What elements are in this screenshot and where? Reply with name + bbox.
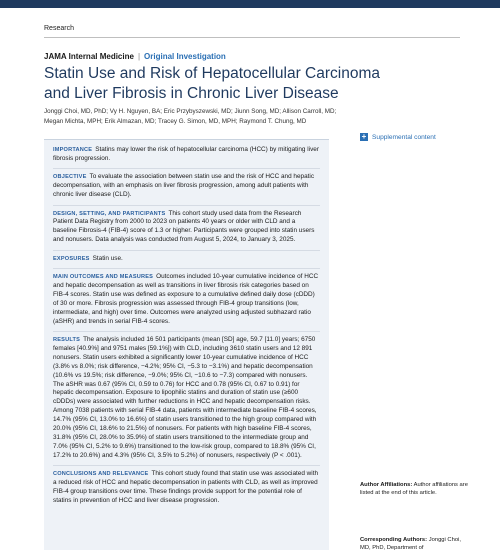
abstract-heading: OBJECTIVE [53,174,87,181]
abstract-results [53,336,320,466]
divider [44,37,460,38]
section-label: Research [44,25,74,32]
supplemental-content-link[interactable] [360,133,436,141]
abstract-text: Statins may lower the risk of hepatocellular carcinoma (HCC) by mitigating liver fibrosis progression. [53,146,319,162]
article-title: Statin Use and Risk of Hepatocellular Carcinoma and Liver Fibrosis in Chronic Liver Disease [44,65,380,102]
abstract-design [53,210,320,251]
abstract-text: This cohort study used data from the Research Patient Data Registry from 2000 to 2023 on patients 40 years or older with CLD and a baseline Fibrosis-4 (FIB-4) score of 1.3 or higher. Participants were grouped into statin users and nonusers. Data analysis was conducted from August 5, 2024, to January 3, 2025. [53,209,315,244]
abstract-exposures [53,255,320,269]
abstract-text: Statin use. [92,254,123,262]
author-affiliations [360,481,470,497]
abstract-heading: RESULTS [53,337,81,343]
plus-icon: + [361,132,367,141]
corresponding-label: Corresponding Authors: [360,537,428,543]
abstract-heading: EXPOSURES [53,255,90,262]
abstract-heading: CONCLUSIONS AND RELEVANCE [53,471,149,478]
abstract-heading: DESIGN, SETTING, AND PARTICIPANTS [53,210,166,217]
abstract-box [44,139,329,550]
abstract-text: The analysis included 16 501 participants (mean [SD] age, 59.7 [11.0] years; 6750 females [40.9%] and 9751 males [59.1%]) with CLD, including 3610 statin users and 12 891 nonusers. Statin users exhibited a significantly lower 10-year cumulative incidence of HCC (3.8% vs 8.0%; risk difference, −4.2%; 95% CI, −5.3 to −3.1%) and hepatic decompensation (10.6% vs 19.5%; risk difference, −9.0%; 95% CI, −10.6 to −7.3) compared with nonusers. The aSHR was 0.67 (95% CI, 0.59 to 0.76) for HCC and 0.78 (95% CI, 0.67 to 0.91) for hepatic decompensation. Exposure to lipophilic statins and duration of statin use (≥600 cDDDs) were associated with further reductions in HCC and hepatic decompensation risks. Among 7038 patients with serial FIB-4 data, patients with intermediate baseline FIB-4 scores, 14.7% (95% CI, 13.0% to 16.6%) of statin users transitioned to the high group compared with 20.0% (95% CI, 18.6% to 21.5%) of nonusers. For patients with high baseline FIB-4 scores, 31.8% (95% CI, 28.0% to 35.9%) of statin users transitioned to the intermediate group and 7.0% (95% CI, 5.2% to 9.6%) transitioned to the low-risk group, compared to 18.8% (95% CI, 17.2% to 20.6%) and 4.3% (95% CI, 3.5% to 5.2%) of nonusers, respectively (P < .001). [53,336,317,459]
journal-name: JAMA Internal Medicine [44,52,134,61]
abstract-text: This cohort study found that statin use was associated with a reduced risk of HCC and hepatic decompensation in patients with CLD, as well as improved FIB-4 group transitions over time. These findings provide support for the potential role of statins in prevention of HCC and liver disease progression. [53,470,319,504]
top-banner [0,0,500,8]
abstract-heading: MAIN OUTCOMES AND MEASURES [53,274,154,281]
author-list: Jonggi Choi, MD, PhD; Vy H. Nguyen, BA; Eric Przybyszewski, MD; Jiunn Song, MD; Allison Carroll, MD; Megan Michta, MPH; Erik Almazan, MD; Tracey G. Simon, MD, MPH; Raymond T. Chung, MD [44,108,337,125]
separator: | [137,52,141,61]
abstract-heading: IMPORTANCE [53,147,93,153]
journal-line [44,52,226,61]
affiliations-text: Author affiliations are listed at the end of this article. [360,482,468,497]
article-category[interactable]: Original Investigation [144,52,226,61]
abstract-importance [53,146,320,169]
corresponding-authors [360,536,470,552]
abstract-conclusions [53,470,320,510]
abstract-text: Outcomes included 10-year cumulative incidence of HCC and hepatic decompensation as well as transitions in liver fibrosis risk categories based on FIB-4 scores. Statin use was defined as exposure to a cumulative defined daily dose (cDDD) of 30 or more. Fibrosis progression was assessed through FIB-4 group transitions (low, intermediate, and high) over time. Outcomes were analyzed using adjusted subhazard ratio (aSHR) and trends in serial FIB-4 scores. [53,273,319,325]
abstract-text: To evaluate the association between statin use and the risk of HCC and hepatic decompensation, with an emphasis on liver fibrosis progression, among adult patients with chronic liver disease (CLD). [53,173,315,199]
affiliations-label: Author Affiliations: [360,482,413,488]
abstract-objective [53,173,320,205]
abstract-outcomes [53,273,320,332]
corresponding-text: Jonggi Choi, MD, PhD, Department of [360,537,461,552]
supplemental-label: Supplemental content [372,133,436,141]
